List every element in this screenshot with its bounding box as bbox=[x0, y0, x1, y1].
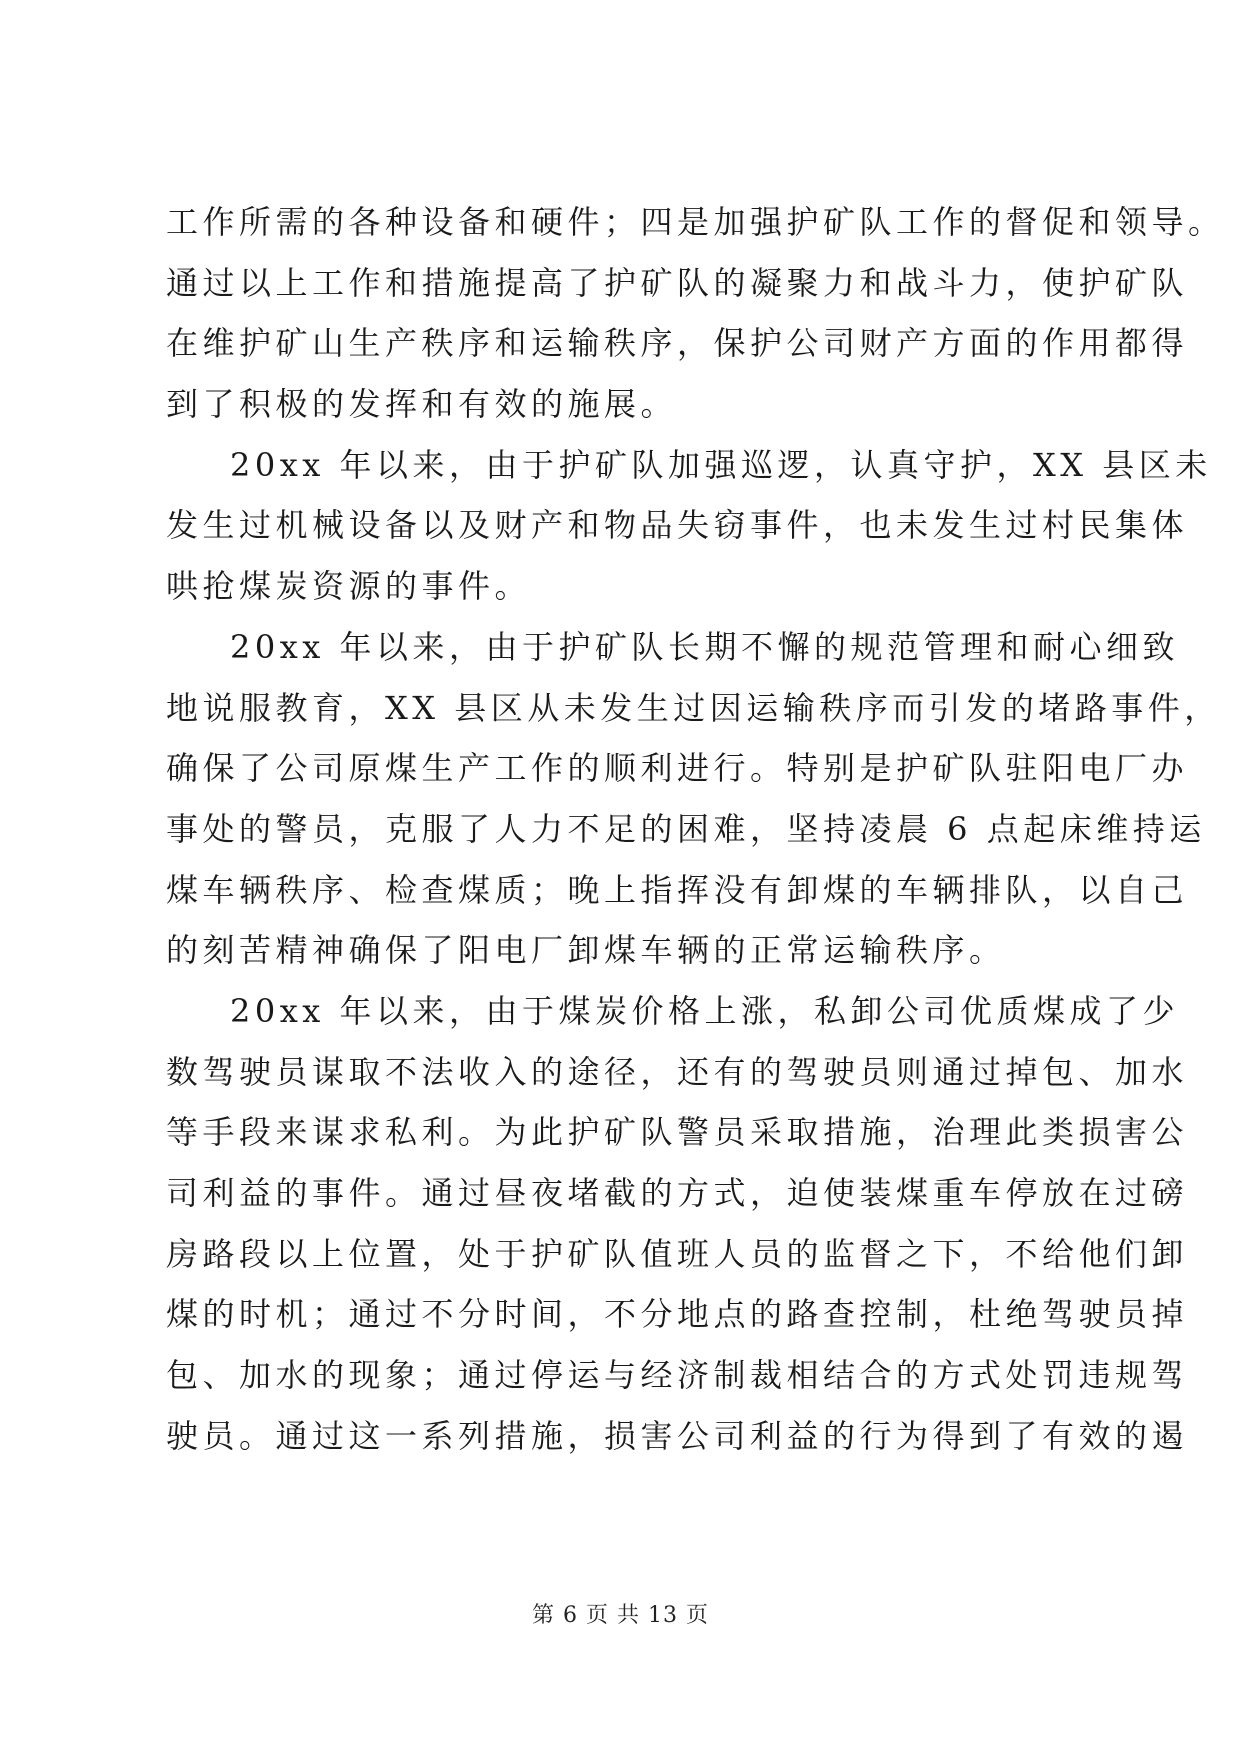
text-line: 煤的时机；通过不分时间，不分地点的路查控制，杜绝驾驶员掉 bbox=[166, 1295, 1189, 1334]
text-line: 到了积极的发挥和有效的施展。 bbox=[166, 385, 678, 424]
paragraph-start-line: 20xx 年以来，由于护矿队加强巡逻，认真守护，XX 县区未 bbox=[230, 445, 1212, 484]
page-number-footer: 第 6 页 共 13 页 bbox=[532, 1603, 709, 1628]
text-line: 等手段来谋求私利。为此护矿队警员采取措施，治理此类损害公 bbox=[166, 1113, 1189, 1152]
text-line: 的刻苦精神确保了阳电厂卸煤车辆的正常运输秩序。 bbox=[166, 931, 1006, 970]
text-line: 哄抢煤炭资源的事件。 bbox=[166, 567, 532, 606]
document-body bbox=[166, 192, 1225, 1466]
text-line: 通过以上工作和措施提高了护矿队的凝聚力和战斗力，使护矿队 bbox=[166, 263, 1189, 302]
text-line: 在维护矿山生产秩序和运输秩序，保护公司财产方面的作用都得 bbox=[166, 324, 1189, 363]
text-line: 包、加水的现象；通过停运与经济制裁相结合的方式处罚违规驾 bbox=[166, 1356, 1189, 1395]
text-line: 发生过机械设备以及财产和物品失窃事件，也未发生过村民集体 bbox=[166, 506, 1189, 545]
text-line: 事处的警员，克服了人力不足的困难，坚持凌晨 6 点起床维持运 bbox=[166, 809, 1206, 848]
text-line: 房路段以上位置，处于护矿队值班人员的监督之下，不给他们卸 bbox=[166, 1234, 1189, 1273]
text-line: 确保了公司原煤生产工作的顺利进行。特别是护矿队驻阳电厂办 bbox=[166, 749, 1189, 788]
paragraph-start-line: 20xx 年以来，由于煤炭价格上涨，私卸公司优质煤成了少 bbox=[230, 991, 1179, 1030]
text-line: 地说服教育，XX 县区从未发生过因运输秩序而引发的堵路事件， bbox=[166, 688, 1221, 727]
text-line: 数驾驶员谋取不法收入的途径，还有的驾驶员则通过掉包、加水 bbox=[166, 1052, 1189, 1091]
text-line: 司利益的事件。通过昼夜堵截的方式，迫使装煤重车停放在过磅 bbox=[166, 1174, 1189, 1212]
text-line: 驶员。通过这一系列措施，损害公司利益的行为得到了有效的遏 bbox=[166, 1416, 1189, 1455]
paragraph-start-line: 20xx 年以来，由于护矿队长期不懈的规范管理和耐心细致 bbox=[230, 627, 1179, 666]
text-line: 煤车辆秩序、检查煤质；晚上指挥没有卸煤的车辆排队，以自己 bbox=[166, 870, 1189, 909]
text-line: 工作所需的各种设备和硬件；四是加强护矿队工作的督促和领导。 bbox=[166, 203, 1225, 241]
